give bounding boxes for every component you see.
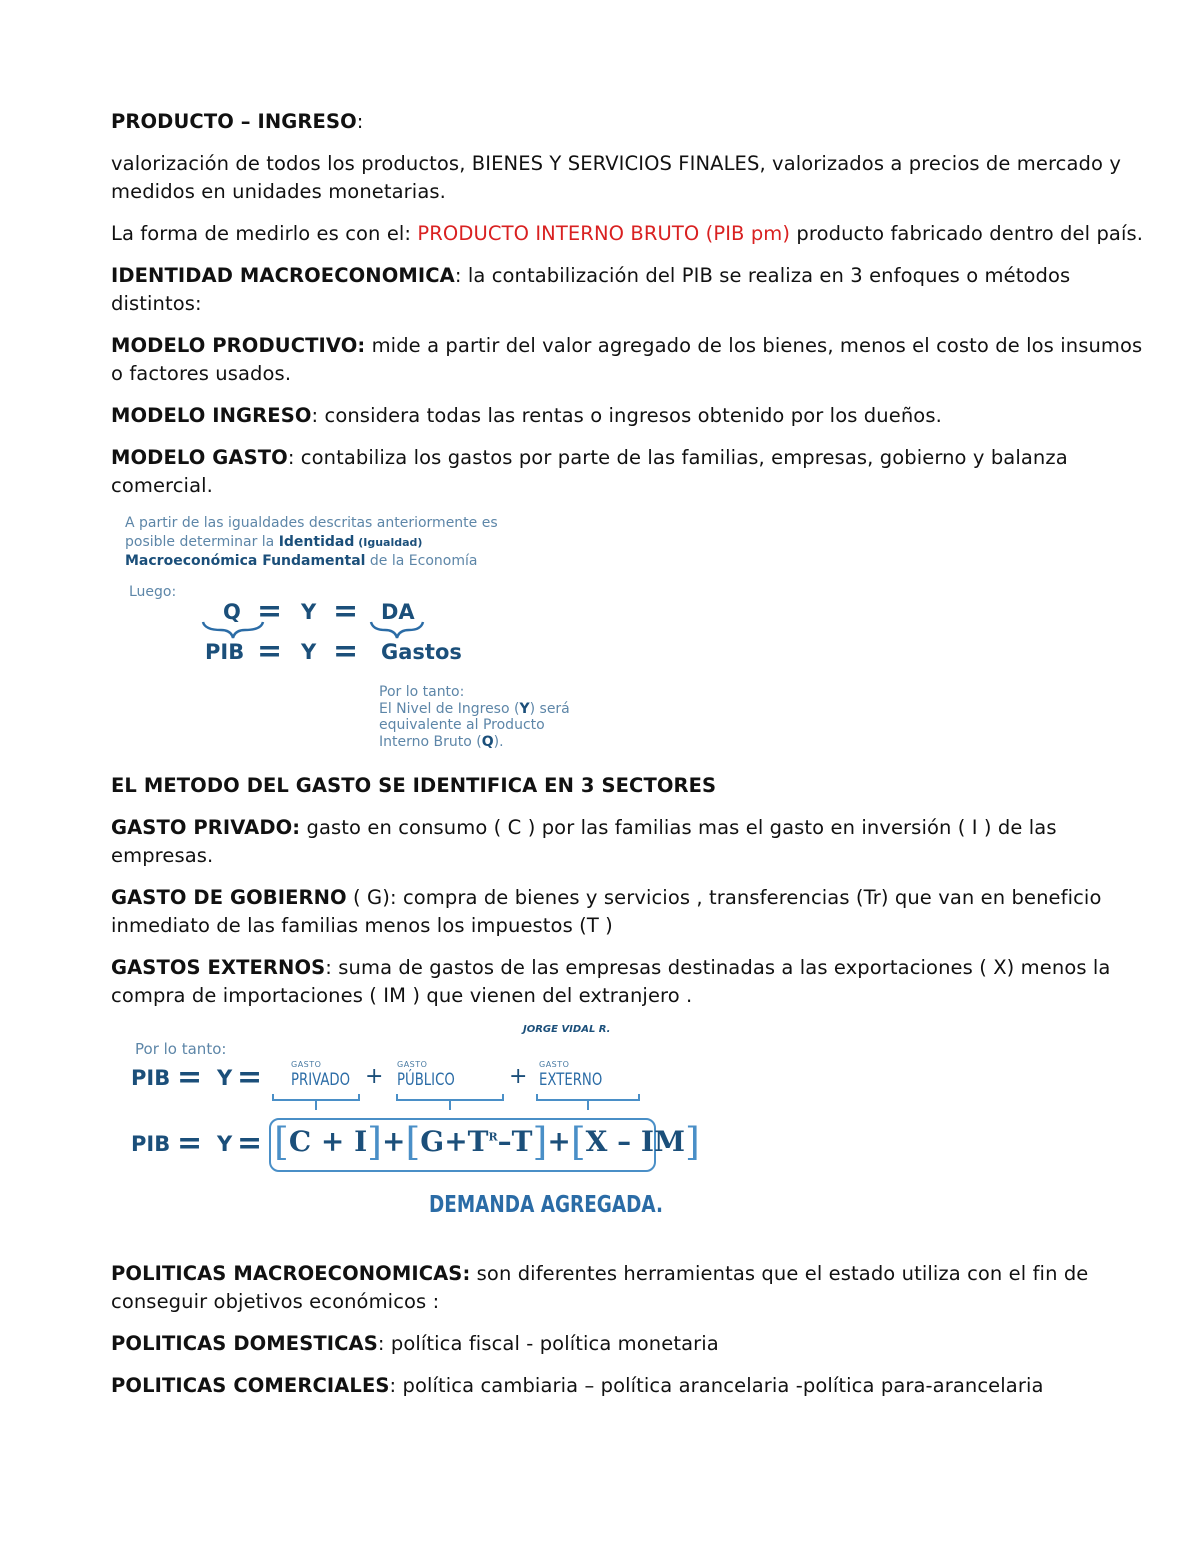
eq-pib: PIB [205,640,245,664]
gasto-gobierno: GASTO DE GOBIERNO ( G): compra de bienes y servicios , transferencias (Tr) que van en beneficio inmediato de las familias menos los impuestos (T ) [111,886,1102,937]
plus-sign: + [365,1064,384,1089]
gasto-small-label: GASTO [291,1060,322,1069]
eq-sign: = [257,634,283,669]
y-label: Y [217,1066,233,1090]
por-lo-tanto-label: Por lo tanto: [135,1040,227,1058]
politicas-macro: POLITICAS MACROECONOMICAS: son diferentes herramientas que el estado utiliza con el fin de conseguir objetivos económicos : [111,1262,1089,1313]
politicas-domesticas: POLITICAS DOMESTICAS: política fiscal - política monetaria [111,1332,719,1355]
eq-sign: = [237,1126,263,1161]
aggregate-demand-figure [111,1024,1156,1242]
luego-label: Luego: [129,584,177,600]
gasto-privado: GASTO PRIVADO: gasto en consumo ( C ) por las familias mas el gasto en inversión ( I ) de las empresas. [111,816,1057,867]
pib-label: PIB [131,1066,171,1090]
gasto-small-label: GASTO [539,1060,570,1069]
pib-highlight: PRODUCTO INTERNO BRUTO (PIB pm) [417,222,791,245]
eq-sign: = [333,594,359,629]
eq-y: Y [301,600,317,624]
demanda-agregada-label: DEMANDA AGREGADA. [429,1192,663,1218]
eq-y: Y [301,640,317,664]
document-page [111,108,1156,1414]
eq-sign: = [333,634,359,669]
eq-sign: = [237,1060,263,1095]
brace-icon [199,620,429,640]
identity-figure [111,514,1156,762]
bracket-icon [271,1092,651,1114]
intro-definition: valorización de todos los productos, BIENES Y SERVICIOS FINALES, valorizados a precios de mercado y medidos en unidades monetarias. [111,152,1121,203]
politicas-comerciales: POLITICAS COMERCIALES: política cambiaria – política arancelaria -política para-arancelaria [111,1374,1044,1397]
externo-label: EXTERNO [539,1070,603,1090]
model-gasto: MODELO GASTO: contabiliza los gastos por parte de las familias, empresas, gobierno y balanza comercial. [111,446,1068,497]
y-label: Y [217,1132,233,1156]
gastos-externos: GASTOS EXTERNOS: suma de gastos de las empresas destinadas a las exportaciones ( X) menos la compra de importaciones ( IM ) que vienen del extranjero . [111,956,1111,1007]
identity-figure-note: Por lo tanto: El Nivel de Ingreso (Y) será equivalente al Producto Interno Bruto (Q). [379,684,570,750]
intro-measure: La forma de medirlo es con el: PRODUCTO INTERNO BRUTO (PIB pm) producto fabricado dentro del país. [111,222,1144,245]
eq-sign: = [177,1126,203,1161]
identity-figure-caption: A partir de las igualdades descritas anteriormente es posible determinar la Identidad (Igualdad) Macroeconómica Fundamental de la Economía [125,515,498,569]
identity-paragraph: IDENTIDAD MACROECONOMICA: la contabilización del PIB se realiza en 3 enfoques o métodos distintos: [111,264,1071,315]
spending-heading: EL METODO DEL GASTO SE IDENTIFICA EN 3 SECTORES [111,774,717,797]
intro-heading: PRODUCTO – INGRESO: [111,110,364,133]
publico-label: PÚBLICO [397,1070,455,1090]
model-ingreso: MODELO INGRESO: considera todas las rentas o ingresos obtenido por los dueños. [111,404,942,427]
model-productivo: MODELO PRODUCTIVO: mide a partir del valor agregado de los bienes, menos el costo de los insumos o factores usados. [111,334,1143,385]
eq-gastos: Gastos [381,640,462,664]
pib-label: PIB [131,1132,171,1156]
author-label: JORGE VIDAL R. [523,1024,611,1035]
gasto-small-label: GASTO [397,1060,428,1069]
eq-sign: = [177,1060,203,1095]
eq-da: DA [381,600,415,624]
plus-sign: + [509,1064,528,1089]
eq-sign: = [257,594,283,629]
eq-q: Q [223,600,241,624]
privado-label: PRIVADO [291,1070,351,1090]
aggregate-demand-formula: $[C + I]+[G+T^R-T]+[X - IM]$ [274,1120,700,1164]
